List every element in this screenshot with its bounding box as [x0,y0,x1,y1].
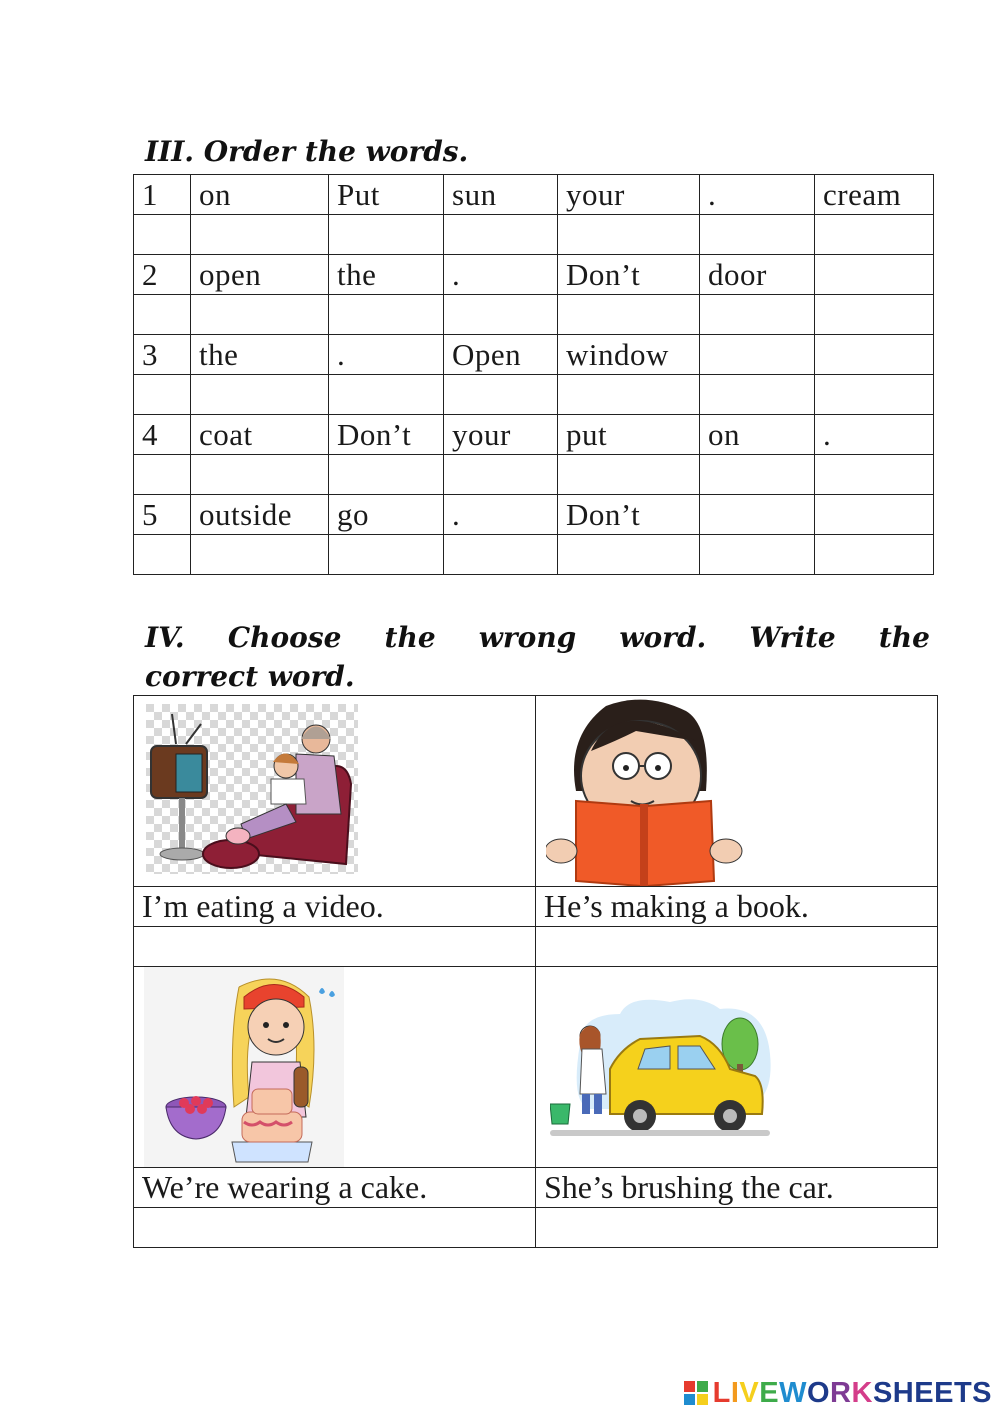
answer-cell[interactable] [815,215,934,255]
answer-cell[interactable] [191,455,329,495]
item-number: 4 [134,415,191,455]
tv-picture-cell [134,696,536,887]
word-row-2 [134,255,934,295]
answer-cell[interactable] [700,375,815,415]
answer-row-4[interactable] [134,455,934,495]
word-cell: the [329,255,444,295]
order-words-table [133,174,934,575]
sentence-3: We’re wearing a cake. [134,1168,536,1208]
answer-cell[interactable] [700,535,815,575]
answer-cell[interactable] [815,295,934,335]
answer-cell[interactable] [700,455,815,495]
word-cell [815,255,934,295]
answer-cell[interactable] [444,295,558,335]
section-4-title-line-2: correct word. [145,660,355,693]
answer-cell[interactable] [444,375,558,415]
word-cell [815,335,934,375]
item-number: 3 [134,335,191,375]
section-4-title-word: Write [749,621,836,654]
word-cell: your [558,175,700,215]
word-cell: coat [191,415,329,455]
section-3-title: III. Order the words. [145,135,469,168]
word-cell: Don’t [558,495,700,535]
word-cell: door [700,255,815,295]
word-cell: outside [191,495,329,535]
answer-cell[interactable] [558,535,700,575]
answer-cell[interactable] [329,455,444,495]
word-cell: open [191,255,329,295]
section-4-title-word: IV. [145,621,185,654]
word-row-4 [134,415,934,455]
section-4-title-word: wrong [478,621,577,654]
answer-row-3[interactable] [134,375,934,415]
word-cell: cream [815,175,934,215]
wrong-word-table [133,695,938,1248]
item-number: 2 [134,255,191,295]
word-cell: . [815,415,934,455]
answer-cell[interactable] [134,215,191,255]
word-cell: on [191,175,329,215]
section-4-title-word: word. [619,621,707,654]
answer-cell[interactable] [700,295,815,335]
word-row-5 [134,495,934,535]
woman-washing-car-image [550,994,780,1144]
word-cell: . [700,175,815,215]
answer-cell[interactable] [191,215,329,255]
cake-picture-cell [134,967,536,1168]
answer-row-5[interactable] [134,535,934,575]
answer-cell[interactable] [444,455,558,495]
word-cell: Don’t [558,255,700,295]
answer-row-1[interactable] [134,215,934,255]
car-picture-cell [536,967,938,1168]
word-cell: . [329,335,444,375]
section-4-title-word: the [878,621,930,654]
liveworksheets-logo-text: LIVEWORKSHEETS [712,1376,992,1409]
answer-cell[interactable] [815,535,934,575]
answer-cell[interactable] [329,535,444,575]
word-cell: . [444,495,558,535]
answer-cell[interactable] [191,375,329,415]
word-cell: your [444,415,558,455]
answer-cell[interactable] [329,215,444,255]
word-cell: on [700,415,815,455]
sentence-2: He’s making a book. [536,887,938,927]
reading-boy-picture-cell [536,696,938,887]
section-4-title-word: the [384,621,436,654]
answer-cell[interactable] [134,375,191,415]
section-4-title-word: Choose [227,621,342,654]
answer-cell[interactable] [444,535,558,575]
answer-cell[interactable] [558,295,700,335]
section-4-title [145,618,930,696]
answer-cell[interactable] [700,215,815,255]
answer-cell[interactable] [134,455,191,495]
answer-cell[interactable] [558,215,700,255]
word-row-3 [134,335,934,375]
liveworksheets-logo-icon [683,1379,709,1407]
sentence-1: I’m eating a video. [134,887,536,927]
answer-cell-1[interactable] [134,927,536,967]
answer-cell[interactable] [329,375,444,415]
word-cell: Put [329,175,444,215]
word-cell: . [444,255,558,295]
word-cell [700,495,815,535]
word-cell: sun [444,175,558,215]
word-cell: put [558,415,700,455]
word-cell: Don’t [329,415,444,455]
girl-with-cake-image [144,967,349,1167]
grandmother-watching-tv-image [146,704,371,879]
answer-cell-2[interactable] [536,927,938,967]
answer-cell[interactable] [191,295,329,335]
answer-cell[interactable] [191,535,329,575]
answer-cell[interactable] [815,375,934,415]
word-row-1 [134,175,934,215]
answer-cell[interactable] [815,455,934,495]
word-cell: window [558,335,700,375]
item-number: 5 [134,495,191,535]
answer-cell[interactable] [444,215,558,255]
word-cell: Open [444,335,558,375]
answer-cell-3[interactable] [134,1208,536,1248]
boy-reading-image [546,696,746,886]
answer-row-2[interactable] [134,295,934,335]
word-cell [700,335,815,375]
answer-cell-4[interactable] [536,1208,938,1248]
answer-cell[interactable] [329,295,444,335]
word-cell: the [191,335,329,375]
liveworksheets-logo [683,1376,992,1410]
item-number: 1 [134,175,191,215]
word-cell: go [329,495,444,535]
answer-cell[interactable] [558,375,700,415]
answer-cell[interactable] [134,295,191,335]
answer-cell[interactable] [134,535,191,575]
answer-cell[interactable] [558,455,700,495]
sentence-4: She’s brushing the car. [536,1168,938,1208]
word-cell [815,495,934,535]
